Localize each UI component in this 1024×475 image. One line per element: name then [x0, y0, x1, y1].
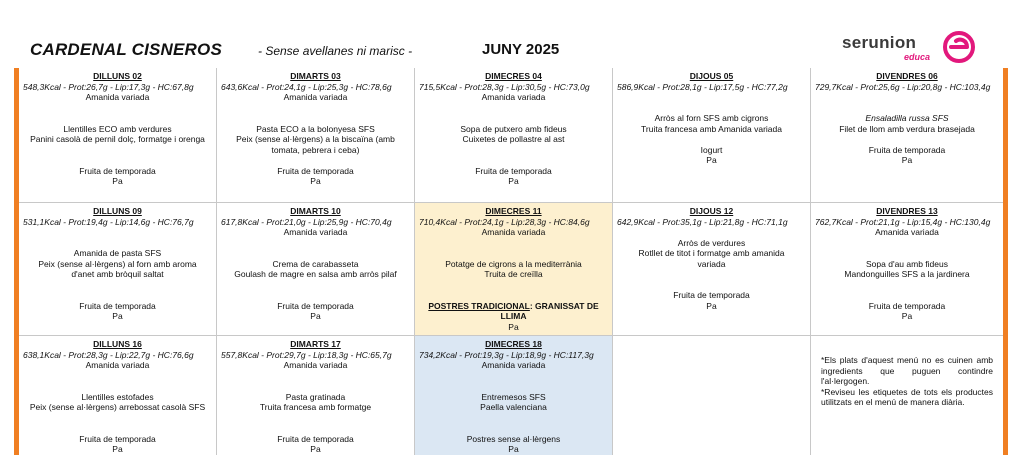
- dish-line: Pa: [112, 176, 123, 186]
- spacer-line: [221, 280, 410, 291]
- spacer-line: [23, 238, 212, 249]
- spacer-line: [815, 134, 999, 145]
- spacer-line: [617, 92, 806, 103]
- menu-day-cell: [811, 203, 1003, 336]
- spacer-line: [617, 103, 806, 114]
- note-line: *Reviseu les etiquetes de tots els productes utilitzats en el menú de manera diària.: [821, 386, 993, 407]
- spacer-line: [419, 145, 608, 156]
- spacer-line: [23, 371, 212, 382]
- dish-line: Pa: [310, 311, 321, 321]
- dish-line: Panini casolà de pernil dolç, formatge i orenga: [30, 134, 205, 144]
- dish-line: Pa: [508, 321, 519, 332]
- spacer-line: [221, 113, 410, 124]
- spacer-line: [221, 155, 410, 166]
- dish-line: Pasta gratinada: [285, 391, 346, 402]
- spacer-line: [617, 280, 806, 291]
- dish-line: Amanida de pasta SFS: [73, 248, 162, 258]
- menu-day-cell: [217, 68, 415, 203]
- nutrition-info: 642,9Kcal - Prot:35,1g - Lip:21,8g - HC:71,1g: [617, 216, 788, 227]
- dish-line: Pa: [706, 155, 717, 165]
- spacer-line: [815, 280, 999, 291]
- day-heading: DIMARTS 10: [290, 206, 341, 216]
- spacer-line: [23, 413, 212, 424]
- spacer-line: [221, 371, 410, 382]
- dish-line: Amanida variada: [283, 92, 348, 102]
- dish-line: Sopa d'au amb fideus: [866, 258, 948, 269]
- serunion-logo: [842, 30, 982, 66]
- spacer-line: [23, 423, 212, 434]
- nutrition-info: 557,8Kcal - Prot:29,7g - Lip:18,3g - HC:65,7g: [221, 349, 392, 360]
- traditional-dessert: [419, 301, 608, 312]
- spacer-line: [419, 155, 608, 166]
- day-heading: DIMECRES 04: [485, 71, 542, 81]
- spacer-line: [617, 269, 806, 280]
- menu-day-cell: [217, 336, 415, 455]
- day-heading: DIVENDRES 13: [876, 206, 938, 216]
- dish-line: Pa: [706, 300, 717, 311]
- logo-wordmark: serunion: [842, 33, 917, 52]
- dish-line: Fruita de temporada: [475, 165, 552, 176]
- spacer-line: [23, 227, 212, 238]
- dish-line: variada: [697, 258, 726, 269]
- school-name: CARDENAL CISNEROS: [30, 40, 222, 59]
- dish-line: Amanida variada: [481, 92, 546, 102]
- spacer-line: [221, 290, 410, 301]
- dish-line: Amanida variada: [875, 227, 939, 237]
- dish-line: Postres sense al·lèrgens: [466, 433, 561, 444]
- menu-day-cell: [613, 203, 811, 336]
- day-heading: DIMECRES 18: [485, 339, 542, 349]
- dish-line: Llentilles estofades: [81, 391, 154, 402]
- nutrition-info: 638,1Kcal - Prot:28,3g - Lip:22,7g - HC:76,6g: [23, 349, 194, 360]
- spacer-line: [221, 103, 410, 114]
- dish-line: Fruita de temporada: [277, 165, 354, 176]
- dish-line: Fruita de temporada: [277, 300, 354, 311]
- dish-line: Fruita de temporada: [868, 144, 946, 155]
- spacer-line: [419, 381, 608, 392]
- note-line: *Els plats d'aquest menú no es cuinen amb ingredients que puguen contindre l'al·lergogen.: [821, 355, 993, 386]
- day-heading: DIMARTS 17: [290, 339, 341, 349]
- spacer-line: [221, 238, 410, 249]
- day-heading: DILLUNS 02: [93, 71, 142, 81]
- menu-day-cell: [415, 203, 613, 336]
- dish-line: Cuixetes de pollastre al ast: [462, 134, 565, 144]
- dish-line: d'anet amb bròquil saltat: [71, 269, 164, 279]
- page-header: [0, 0, 1024, 66]
- menu-day-cell: [415, 68, 613, 203]
- dish-line: Truita francesa amb Amanida variada: [641, 123, 782, 134]
- spacer-line: [815, 248, 999, 259]
- dish-line: Filet de llom amb verdura brasejada: [839, 123, 975, 134]
- dish-line: Goulash de magre en salsa amb arròs pilaf: [234, 269, 397, 279]
- spacer-line: [23, 103, 212, 114]
- menu-day-cell: [19, 336, 217, 455]
- dish-line: Truita francesa amb formatge: [259, 402, 372, 412]
- dish-line: Ensaladilla russa SFS: [865, 113, 949, 123]
- dish-line: Truita de creïlla: [484, 269, 543, 279]
- nutrition-info: 710,4Kcal - Prot:24,1g - Lip:28,3g - HC:84,6g: [419, 216, 590, 227]
- spacer-line: [419, 413, 608, 424]
- dish-line: Arròs al forn SFS amb cigrons: [654, 113, 769, 123]
- spacer-line: [419, 280, 608, 291]
- dish-line: Llentilles ECO amb verdures: [63, 123, 172, 134]
- menu-day-cell: [19, 203, 217, 336]
- spacer-line: [221, 248, 410, 259]
- dish-line: tomata, pebrera i ceba): [271, 144, 360, 155]
- dish-line: Amanida variada: [85, 360, 150, 370]
- dish-line: Peix (sense al·lèrgens) a la biscaïna (amb: [236, 134, 395, 144]
- dish-line: Fruita de temporada: [79, 433, 156, 444]
- allergen-note: [815, 339, 999, 408]
- nutrition-info: 734,2Kcal - Prot:19,3g - Lip:18,9g - HC:117,3g: [419, 349, 594, 360]
- spacer-line: [419, 113, 608, 124]
- spacer-line: [419, 371, 608, 382]
- spacer-line: [221, 381, 410, 392]
- dish-line: Amanida variada: [283, 227, 348, 237]
- dish-line: Entremesos SFS: [481, 391, 546, 402]
- dish-line: Fruita de temporada: [673, 290, 750, 300]
- spacer-line: [815, 103, 999, 114]
- day-heading: DIMARTS 03: [290, 71, 341, 81]
- menu-day-cell: [19, 68, 217, 203]
- spacer-line: [617, 134, 806, 145]
- nutrition-info: 531,1Kcal - Prot:19,4g - Lip:14,6g - HC:76,7g: [23, 216, 194, 227]
- dish-line: Iogurt: [700, 144, 723, 155]
- dish-line: Fruita de temporada: [868, 300, 946, 311]
- spacer-line: [419, 290, 608, 301]
- menu-day-cell: [613, 336, 811, 455]
- dessert-name: : GRANISSAT DE: [529, 300, 599, 311]
- dish-line: Peix (sense al·lèrgens) al forn amb aroma: [38, 258, 197, 269]
- nutrition-info: 643,6Kcal - Prot:24,1g - Lip:25,3g - HC:78,6g: [221, 81, 392, 92]
- dish-line: Peix (sense al·lèrgens) arrebossat casolà SFS: [29, 402, 206, 412]
- dish-line: Amanida variada: [283, 360, 348, 370]
- spacer-line: [23, 113, 212, 124]
- day-heading: DIJOUS 05: [689, 71, 734, 81]
- dish-line: Pa: [310, 176, 321, 186]
- spacer-line: [23, 145, 212, 156]
- menu-month: JUNY 2025: [482, 41, 560, 58]
- menu-day-cell: [811, 336, 1003, 455]
- spacer-line: [23, 381, 212, 392]
- spacer-line: [419, 248, 608, 259]
- nutrition-info: 586,9Kcal - Prot:28,1g - Lip:17,5g - HC:77,2g: [617, 81, 788, 92]
- menu-day-cell: [415, 336, 613, 455]
- logo-subbrand: educa: [904, 52, 931, 62]
- dish-line: Pa: [112, 444, 123, 454]
- day-heading: DILLUNS 09: [93, 206, 142, 216]
- dish-line: Mandonguilles SFS a la jardinera: [844, 269, 970, 279]
- menu-day-cell: [217, 203, 415, 336]
- dish-line: Amanida variada: [481, 360, 546, 370]
- dish-line: Fruita de temporada: [79, 300, 156, 311]
- spacer-line: [419, 238, 608, 249]
- spacer-line: [815, 238, 999, 249]
- spacer-line: [221, 413, 410, 424]
- day-heading: DILLUNS 16: [93, 339, 142, 349]
- spacer-line: [23, 290, 212, 301]
- dish-line: Sopa de putxero amb fideus: [460, 123, 567, 134]
- dish-line: Amanida variada: [481, 227, 546, 237]
- spacer-line: [815, 92, 999, 103]
- dish-line: Pa: [901, 311, 913, 321]
- dish-line: Potatge de cigrons a la mediterrània: [445, 258, 582, 269]
- dish-line: Pa: [310, 444, 321, 454]
- spacer-line: [617, 227, 806, 238]
- dessert-label: POSTRES TRADICIONAL: [428, 300, 530, 311]
- nutrition-info: 617,8Kcal - Prot:21,0g - Lip:25,9g - HC:70,4g: [221, 216, 392, 227]
- dish-line: Crema de carabasseta: [272, 258, 359, 269]
- dish-line: Amanida variada: [85, 92, 150, 102]
- nutrition-info: 762,7Kcal - Prot:21,1g - Lip:15,4g - HC:130,4g: [815, 216, 991, 227]
- day-heading: DIJOUS 12: [689, 206, 734, 216]
- dish-line: Arròs de verdures: [677, 237, 746, 248]
- nutrition-info: 729,7Kcal - Prot:25,6g - Lip:20,8g - HC:103,4g: [815, 81, 991, 92]
- spacer-line: [419, 423, 608, 434]
- spacer-line: [221, 423, 410, 434]
- allergen-subtitle: - Sense avellanes ni marisc -: [258, 44, 413, 58]
- day-heading: DIMECRES 11: [485, 206, 542, 216]
- dish-line: Pasta ECO a la bolonyesa SFS: [256, 123, 375, 134]
- spacer-line: [23, 155, 212, 166]
- dish-line: Fruita de temporada: [277, 433, 354, 444]
- menu-day-cell: [613, 68, 811, 203]
- dish-line: Rotllet de titot i formatge amb amanida: [638, 248, 785, 258]
- spacer-line: [23, 280, 212, 291]
- dish-line: Pa: [112, 311, 123, 321]
- spacer-line: [419, 103, 608, 114]
- spacer-line: [815, 290, 999, 301]
- dessert-name-cont: LLIMA: [500, 311, 527, 321]
- dish-line: Paella valenciana: [480, 402, 547, 412]
- weekly-menu-grid: [14, 68, 1008, 455]
- nutrition-info: 715,5Kcal - Prot:28,3g - Lip:30,5g - HC:73,0g: [419, 81, 590, 92]
- menu-day-cell: [811, 68, 1003, 203]
- nutrition-info: 548,3Kcal - Prot:26,7g - Lip:17,3g - HC:67,8g: [23, 81, 194, 92]
- dish-line: Pa: [901, 155, 913, 165]
- logo-swirl-icon: [942, 30, 976, 64]
- dish-line: Fruita de temporada: [79, 165, 156, 176]
- dish-line: Pa: [508, 444, 519, 454]
- dish-line: Pa: [508, 176, 519, 186]
- day-heading: DIVENDRES 06: [876, 71, 938, 81]
